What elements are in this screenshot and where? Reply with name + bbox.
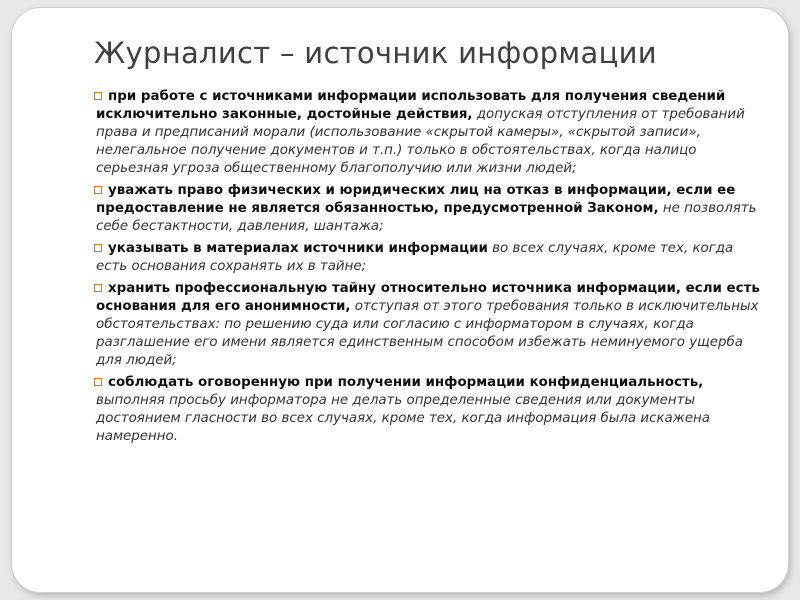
square-bullet-icon (94, 244, 102, 252)
list-item-text (96, 374, 768, 446)
square-bullet-icon (94, 284, 102, 292)
list-item (96, 240, 768, 276)
bold-text: хранить профессиональную тайну относительно источника информации, если есть основания для его анонимности, (96, 281, 760, 314)
square-bullet-icon (94, 378, 102, 386)
list-item-text (96, 240, 768, 276)
list-item (96, 280, 768, 370)
list-item (96, 374, 768, 446)
list-item (96, 88, 768, 178)
list-item-text (96, 88, 768, 178)
italic-text: отступая от этого требования только в исключительных обстоятельствах: по решению суда или согласию с информатором в случаях, когда разглашение его имени является единственным способом избежать неминуемого ущерба для людей; (96, 299, 759, 368)
slide (12, 8, 788, 592)
bold-text: соблюдать оговоренную при получении информации конфиденциальность, (108, 375, 704, 390)
bold-text: указывать в материалах источники информации (108, 241, 488, 256)
italic-text: во всех случаях, кроме тех, когда есть основания сохранять их в тайне; (96, 241, 734, 274)
list-item-text (96, 182, 768, 236)
bold-text: уважать право физических и юридических лиц на отказ в информации, если ее предоставление не является обязанностью, предусмотренной Законом, (96, 183, 736, 216)
square-bullet-icon (94, 186, 102, 194)
list-item (96, 182, 768, 236)
italic-text: выполняя просьбу информатора не делать определенные сведения или документы достоянием гласности во всех случаях, кроме тех, когда информация была искажена намеренно. (96, 393, 711, 444)
bold-text: при работе с источниками информации использовать для получения сведений исключительно законные, достойные действия, (96, 89, 726, 122)
slide-title: Журналист – источник информации (94, 36, 657, 70)
italic-text: не позволять себе бестактности, давления, шантажа; (96, 201, 757, 234)
bullet-list (96, 88, 768, 450)
square-bullet-icon (94, 92, 102, 100)
list-item-text (96, 280, 768, 370)
italic-text: допуская отступления от требований права и предписаний морали (использование «скрытой камеры», «скрытой записи», нелегальное получение документов и т.п.) только в обстоятельствах, когда налицо серьезная угроза общественному благополучию или жизни людей; (96, 107, 745, 176)
